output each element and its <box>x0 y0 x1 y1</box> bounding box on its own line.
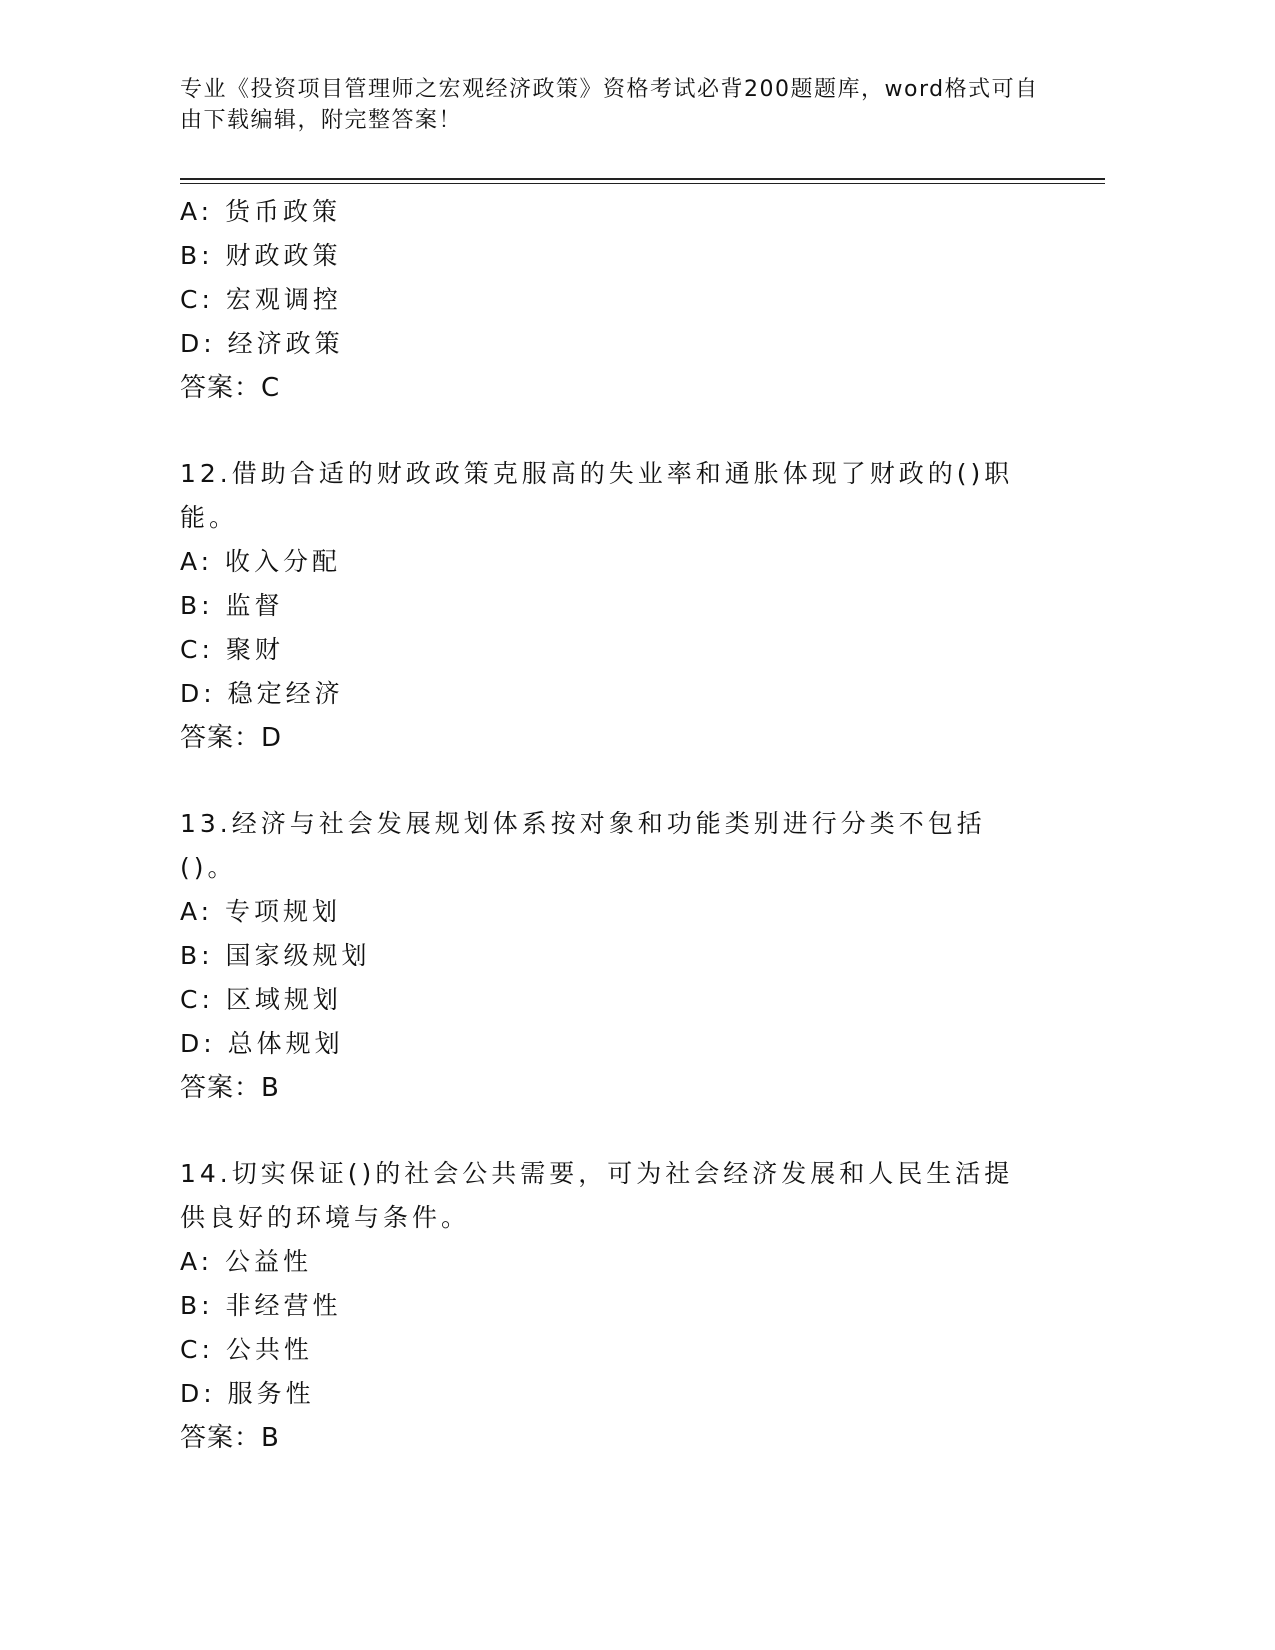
question-block-11 <box>180 190 1105 410</box>
header-divider <box>180 178 1105 180</box>
option-b: B: 国家级规划 <box>180 941 371 970</box>
option-d: D: 经济政策 <box>180 329 344 358</box>
option-b: B: 财政政策 <box>180 241 342 270</box>
question-text: 12.借助合适的财政政策克服高的失业率和通胀体现了财政的()职能。 <box>180 459 1014 532</box>
option-a: A: 公益性 <box>180 1247 313 1276</box>
option-c: C: 宏观调控 <box>180 285 342 314</box>
document-header: 专业《投资项目管理师之宏观经济政策》资格考试必背200题题库，word格式可自由下载编辑，附完整答案！ <box>180 77 1039 133</box>
option-b: B: 监督 <box>180 591 284 620</box>
option-b: B: 非经营性 <box>180 1291 342 1320</box>
answer-line: 答案：B <box>180 1073 280 1103</box>
answer-line: 答案：B <box>180 1423 280 1453</box>
option-d: D: 稳定经济 <box>180 679 344 708</box>
answer-line: 答案：C <box>180 373 281 403</box>
option-d: D: 总体规划 <box>180 1029 344 1058</box>
option-a: A: 收入分配 <box>180 547 342 576</box>
header-divider-thin <box>180 183 1105 184</box>
option-a: A: 货币政策 <box>180 197 342 226</box>
question-block-13 <box>180 802 1105 1110</box>
option-c: C: 公共性 <box>180 1335 313 1364</box>
option-d: D: 服务性 <box>180 1379 315 1408</box>
answer-line: 答案：D <box>180 723 283 753</box>
question-block-12 <box>180 452 1105 760</box>
option-c: C: 区域规划 <box>180 985 342 1014</box>
question-block-14 <box>180 1152 1105 1460</box>
option-c: C: 聚财 <box>180 635 284 664</box>
question-text: 13.经济与社会发展规划体系按对象和功能类别进行分类不包括()。 <box>180 809 986 882</box>
option-a: A: 专项规划 <box>180 897 342 926</box>
question-text: 14.切实保证()的社会公共需要，可为社会经济发展和人民生活提供良好的环境与条件。 <box>180 1159 1014 1232</box>
question-list <box>180 190 1105 1460</box>
